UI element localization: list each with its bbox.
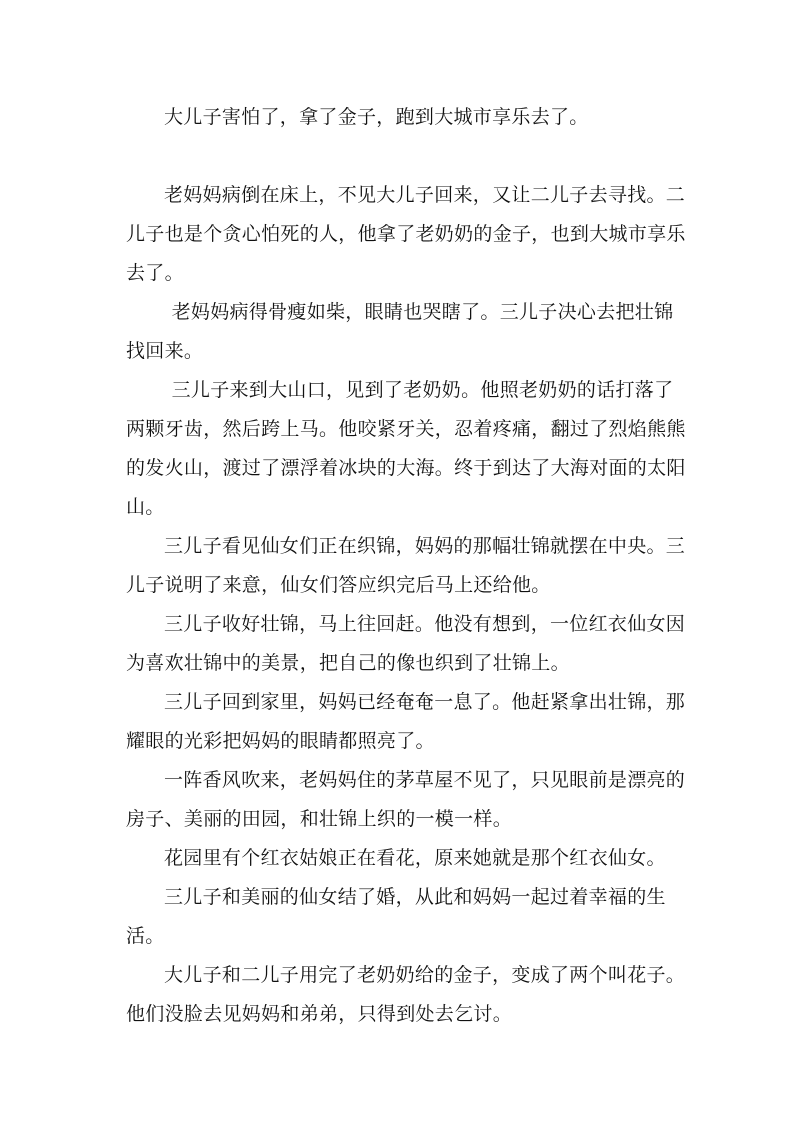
paragraph-5: 三儿子看见仙女们正在织锦，妈妈的那幅壮锦就摆在中央。三儿子说明了来意，仙女们答应织完后马上还给他。 <box>126 535 686 596</box>
paragraph-9: 花园里有个红衣姑娘正在看花，原来她就是那个红衣仙女。 <box>164 847 666 869</box>
paragraph-8: 一阵香风吹来，老妈妈住的茅草屋不见了，只见眼前是漂亮的房子、美丽的田园，和壮锦上织的一模一样。 <box>126 769 686 830</box>
paragraph-11: 大儿子和二儿子用完了老奶奶给的金子，变成了两个叫花子。他们没脸去见妈妈和弟弟，只得到处去乞讨。 <box>126 964 686 1025</box>
story-text <box>126 98 686 1034</box>
paragraph-4: 三儿子来到大山口，见到了老奶奶。他照老奶奶的话打落了两颗牙齿，然后跨上马。他咬紧牙关，忍着疼痛，翻过了烈焰熊熊的发火山，渡过了漂浮着冰块的大海。终于到达了大海对面的太阳山。 <box>126 379 686 518</box>
paragraph-3: 老妈妈病得骨瘦如柴，眼睛也哭瞎了。三儿子决心去把壮锦找回来。 <box>126 301 674 362</box>
paragraph-10: 三儿子和美丽的仙女结了婚，从此和妈妈一起过着幸福的生活。 <box>126 886 666 947</box>
paragraph-1: 大儿子害怕了，拿了金子，跑到大城市享乐去了。 <box>164 106 589 128</box>
paragraph-7: 三儿子回到家里，妈妈已经奄奄一息了。他赶紧拿出壮锦，那耀眼的光彩把妈妈的眼睛都照亮了。 <box>126 691 686 752</box>
paragraph-6: 三儿子收好壮锦，马上往回赶。他没有想到，一位红衣仙女因为喜欢壮锦中的美景，把自己的像也织到了壮锦上。 <box>126 613 686 674</box>
paragraph-2: 老妈妈病倒在床上，不见大儿子回来，又让二儿子去寻找。二儿子也是个贪心怕死的人，他拿了老奶奶的金子，也到大城市享乐去了。 <box>126 184 686 284</box>
